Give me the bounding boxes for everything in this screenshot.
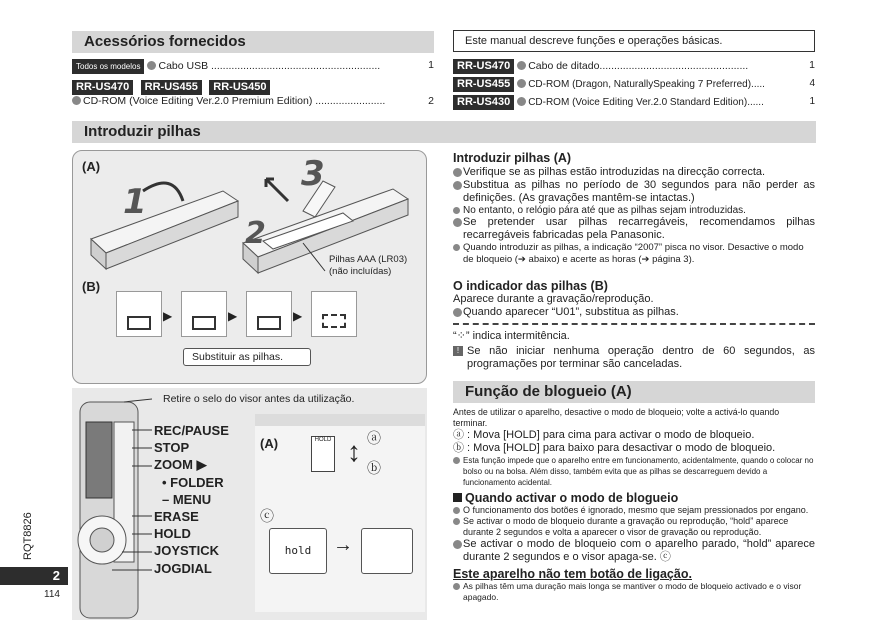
model-tag: RR-US470 [453,59,514,74]
dashed-divider [453,323,815,325]
right-item: CD-ROM (Dragon, NaturallySpeaking 7 Preferred) [528,79,752,90]
accessories-title-bar [72,31,434,53]
cdrom-premium-dots: ........................ [315,95,386,107]
manual-note-box [453,30,815,52]
model-tag: RR-US455 [453,77,514,92]
display-hold: hold [269,528,327,574]
battery-indicator-section [453,279,815,371]
indicator-panel [246,291,292,337]
right-list-row [453,77,815,92]
bullet-icon [453,207,460,214]
label-joystick: JOYSTICK [154,543,220,559]
bullet-icon [453,457,460,464]
model-tag: RR-US470 [72,80,133,95]
right-list-row [453,59,815,74]
lock-intro: Antes de utilizar o aparelho, desactive o modo de bloqueio; volte a activá-lo quando terminar. [453,407,780,428]
bullet-icon [453,168,462,177]
step-1-number: 1 [123,182,147,222]
right-list-row [453,95,815,110]
battery-full-icon [127,316,151,330]
right-dots: ...... [747,97,764,108]
arrow-icon: ▶ [293,309,303,323]
arrow-right-icon: → [333,534,353,556]
label-jogdial: JOGDIAL [154,560,212,576]
bullet-icon [453,308,462,317]
bullet-icon [517,61,526,70]
right-page: 4 [809,78,815,89]
usb-page: 1 [428,59,434,71]
lock-title: Função de blogueio (A) [465,383,632,400]
bullet-icon [147,61,156,70]
model-tags-row [72,77,273,95]
bullet-icon [72,96,81,105]
lock-a-line: ⓐ : Mova [HOLD] para cima para activar o modo de bloqueio. [453,429,755,441]
model-tag: RR-US455 [141,80,202,95]
updown-arrow-icon: ↕ [347,436,361,467]
right-page: 1 [809,59,815,71]
lock-last-note: As pilhas têm uma duração mais longa se mantiver o modo de bloqueio activado e o visor apagado. [453,581,815,603]
bullet-icon [453,181,462,190]
replace-caption-box [183,348,311,366]
indicator-panel [116,291,162,337]
recorder-closed-illustration [91,183,238,269]
battery-indicator-bullet: Quando aparecer “U01”, substitua as pilhas. [453,306,815,319]
label-menu: – MENU [162,491,212,507]
insert-a-bullet: Quando introduzir as pilhas, a indicação “2007” pisca no visor. Desactive o modo de bloqueio (➔ abaixo) e acerte as horas (➔ página 3). [453,242,815,266]
insert-a-bullet: Substitua as pilhas no período de 30 segundos para não perder as definições. (As gravações mantêm-se intactas.) [453,179,815,205]
label-rec-pause: REC/PAUSE [154,423,229,438]
bullet-icon [453,540,462,549]
label-hold: HOLD [154,526,191,542]
page-number: 2 [52,568,60,583]
arrow-icon: ▶ [228,309,238,323]
right-item: Cabo de ditado [528,60,600,72]
battery-empty-blink-icon [322,314,346,328]
bullet-icon [517,79,526,88]
square-icon [453,493,462,502]
bullet-icon [453,507,460,514]
lock-b-line: ⓑ : Mova [HOLD] para baixo para desactivar o modo de bloqueio. [453,442,776,454]
insert-title: Introduzir pilhas [84,123,201,140]
right-dots: ..... [751,79,765,90]
indicator-panel [311,291,357,337]
battery-caption [329,254,407,278]
hold-label-a: (A) [260,436,279,451]
seal-note: Retire o selo do visor antes da utilização. [163,393,355,405]
hold-figure [255,414,425,612]
label-stop: STOP [154,440,190,456]
insert-a-heading: Introduzir pilhas (A) [453,151,572,165]
bullet-icon [453,583,460,590]
label-folder: • FOLDER [162,474,224,490]
insert-a-bullet: Verifique se as pilhas estão introduzidas na direcção correcta. [453,166,815,179]
battery-two-icon [192,316,216,330]
arrow-icon: ▶ [163,309,173,323]
button-labels [154,422,229,577]
usb-row [72,59,434,74]
usb-dots: .......................................................... [211,60,381,72]
blink-note: “⁘” indica intermitência. [453,330,570,342]
all-models-tag: Todos os modelos [72,59,144,74]
note-icon: ! [453,346,463,356]
replace-caption: Substituir as pilhas. [192,351,284,363]
lock-when-bullet: Se activar o modo de bloqueio durante a gravação ou reprodução, “hold” aparece durante 2 segundos e volta a aparecer o visor de gravação ou reprodução. [453,516,815,538]
side-code: RQT8826 [22,512,34,560]
hold-a-mark: ⓐ [367,430,381,446]
cdrom-premium-page: 2 [428,95,434,107]
insert-title-bar [72,121,816,143]
lock-when-bullet: O funcionamento dos botões é ignorado, mesmo que sejam pressionados por engano. [453,505,815,516]
no-power-button: Este aparelho não tem botão de ligação. [453,567,692,581]
cdrom-premium: CD-ROM (Voice Editing Ver.2.0 Premium Edition) [83,95,313,107]
hold-b-mark: ⓑ [367,460,381,476]
lock-when-bullet: Se activar o modo de bloqueio com o aparelho parado, “hold” aparece durante 2 segundos e o visor apaga-se. ⓒ [453,538,815,564]
model-tag: RR-US430 [453,95,514,110]
battery-indicator-line: Aparece durante a gravação/reprodução. [453,293,654,305]
bullet-icon [517,97,526,106]
battery-caption-line2: (não incluídas) [329,266,392,277]
display-blank [361,528,413,574]
lock-title-bar [453,381,815,403]
lock-when-title: Quando activar o modo de blogueio [453,491,815,505]
lock-note: Esta função impede que o aparelho entre em funcionamento, acidentalmente, quando o colocar no bolso ou na bolsa. Além disso, também evita que as pilhas se descarreguem devido a funcionamento acidental. [453,455,815,488]
label-erase: ERASE [154,509,199,525]
insert-a-bullet: No entanto, o relógio pára até que as pilhas sejam introduzidas. [453,205,815,216]
device-figure [72,388,427,620]
step-2-number: 2 [245,216,266,251]
usb-item: Cabo USB [158,60,209,72]
page-sub: 114 [44,589,60,600]
page-number-box [0,567,68,585]
hold-c-mark: ⓒ [260,508,274,524]
battery-one-icon [257,316,281,330]
indicator-panel [181,291,227,337]
right-item: CD-ROM (Voice Editing Ver.2.0 Standard Edition) [528,97,748,108]
right-dots: ................................................... [599,60,749,72]
battery-caption-line1: Pilhas AAA (LR03) [329,254,408,265]
insert-a-bullet: Se pretender usar pilhas recarregáveis, recomendamos pilhas recarregáveis fabricadas pela Panasonic. [453,216,815,242]
insert-a-section [453,151,815,266]
label-zoom: ZOOM ▶ [154,457,207,473]
timeout-note: ! Se não iniciar nenhuma operação dentro de 60 segundos, as programações por terminar são canceladas. [453,345,815,371]
accessories-title: Acessórios fornecidos [84,33,246,50]
bullet-icon [453,218,462,227]
label-leader-lines [72,388,162,620]
right-page: 1 [809,96,815,107]
step-3-number: 3 [301,154,325,194]
model-tag: RR-US450 [209,80,270,95]
manual-note: Este manual descreve funções e operações básicas. [465,35,723,47]
bullet-icon [453,244,460,251]
cdrom-premium-row [72,95,434,108]
battery-figure [72,150,427,384]
bullet-icon [453,518,460,525]
hold-switch-icon: HOLD [311,436,335,472]
battery-indicator-heading: O indicador das pilhas (B) [453,279,608,293]
lock-section [453,407,815,603]
fig-b-label: (B) [82,279,101,294]
fig-a-label: (A) [82,159,101,174]
